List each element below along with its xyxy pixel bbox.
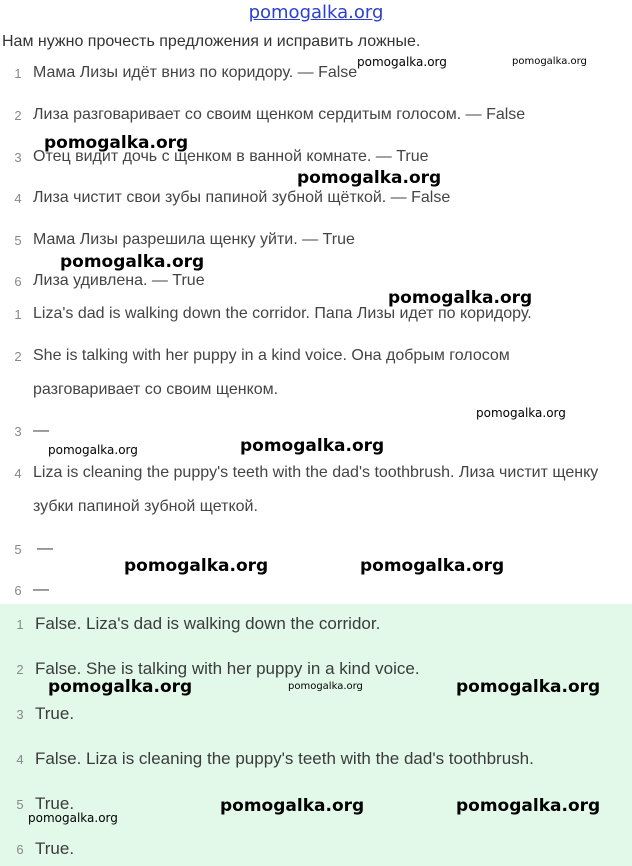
item-text: False. She is talking with her puppy in a kind voice. (35, 659, 420, 678)
item-number: 6 (14, 583, 22, 598)
item-text: Лиза удивлена. — True (33, 272, 205, 289)
watermark: pomogalka.org (240, 436, 385, 456)
item-text: True. (35, 839, 75, 858)
item-number: 5 (14, 542, 22, 557)
item-number: 2 (14, 349, 22, 364)
watermark: pomogalka.org (476, 406, 566, 420)
item-number: 4 (14, 466, 22, 481)
item-text: False. Liza is cleaning the puppy's teeth with the dad's toothbrush. (35, 749, 534, 768)
item-number: 4 (14, 191, 22, 206)
item-text: She is talking with her puppy in a kind voice. Она добрым голосом разговаривает со своим щенком. (33, 347, 510, 398)
item-number: 6 (16, 842, 24, 857)
item-text: — (33, 422, 49, 439)
watermark: pomogalka.org (124, 556, 269, 576)
item-number: 5 (14, 233, 22, 248)
watermark: pomogalka.org (512, 56, 587, 67)
watermark: pomogalka.org (456, 677, 601, 697)
item-number: 2 (16, 662, 24, 677)
watermark: pomogalka.org (388, 288, 533, 308)
item-text: True. (35, 704, 75, 723)
item-number: 6 (14, 274, 22, 289)
watermark: pomogalka.org (48, 443, 138, 457)
item-text: Liza is cleaning the puppy's teeth with the dad's toothbrush. Лиза чистит щенку зубки папиной зубной щеткой. (33, 464, 599, 515)
item-text: Liza's dad is walking down the corridor. Папа Лизы идет по коридору. (33, 305, 532, 322)
item-number: 3 (14, 150, 22, 165)
watermark: pomogalka.org (48, 677, 193, 697)
watermark: pomogalka.org (220, 796, 365, 816)
item-text: Мама Лизы идёт вниз по коридору. — False (33, 64, 358, 81)
item-number: 3 (14, 424, 22, 439)
item-text: False. Liza's dad is walking down the corridor. (35, 614, 381, 633)
answers-panel (0, 604, 632, 866)
item-number: 3 (16, 707, 24, 722)
item-number: 4 (16, 752, 24, 767)
intro-text: Нам нужно прочесть предложения и исправить ложные. (2, 33, 421, 50)
item-text: True. (35, 794, 75, 813)
item-text: — (33, 581, 49, 598)
watermark: pomogalka.org (28, 811, 118, 825)
watermark: pomogalka.org (60, 252, 205, 272)
item-number: 1 (14, 307, 22, 322)
item-number: 1 (16, 617, 24, 632)
site-title[interactable]: pomogalka.org (248, 2, 384, 23)
watermark: pomogalka.org (288, 681, 363, 692)
item-text: Лиза разговаривает со своим щенком сердитым голосом. — False (33, 106, 526, 123)
item-text: — (37, 540, 53, 557)
watermark: pomogalka.org (360, 556, 505, 576)
item-text: Лиза чистит свои зубы папиной зубной щёткой. — False (33, 189, 451, 206)
watermark: pomogalka.org (297, 168, 442, 188)
item-text: Мама Лизы разрешила щенку уйти. — True (33, 231, 355, 248)
watermark: pomogalka.org (357, 55, 447, 69)
watermark: pomogalka.org (456, 796, 601, 816)
item-number: 5 (16, 797, 24, 812)
item-number: 1 (14, 66, 22, 81)
watermark: pomogalka.org (44, 133, 189, 153)
item-number: 2 (14, 108, 22, 123)
item-text: Отец видит дочь с щенком в ванной комнате. — True (33, 148, 429, 165)
